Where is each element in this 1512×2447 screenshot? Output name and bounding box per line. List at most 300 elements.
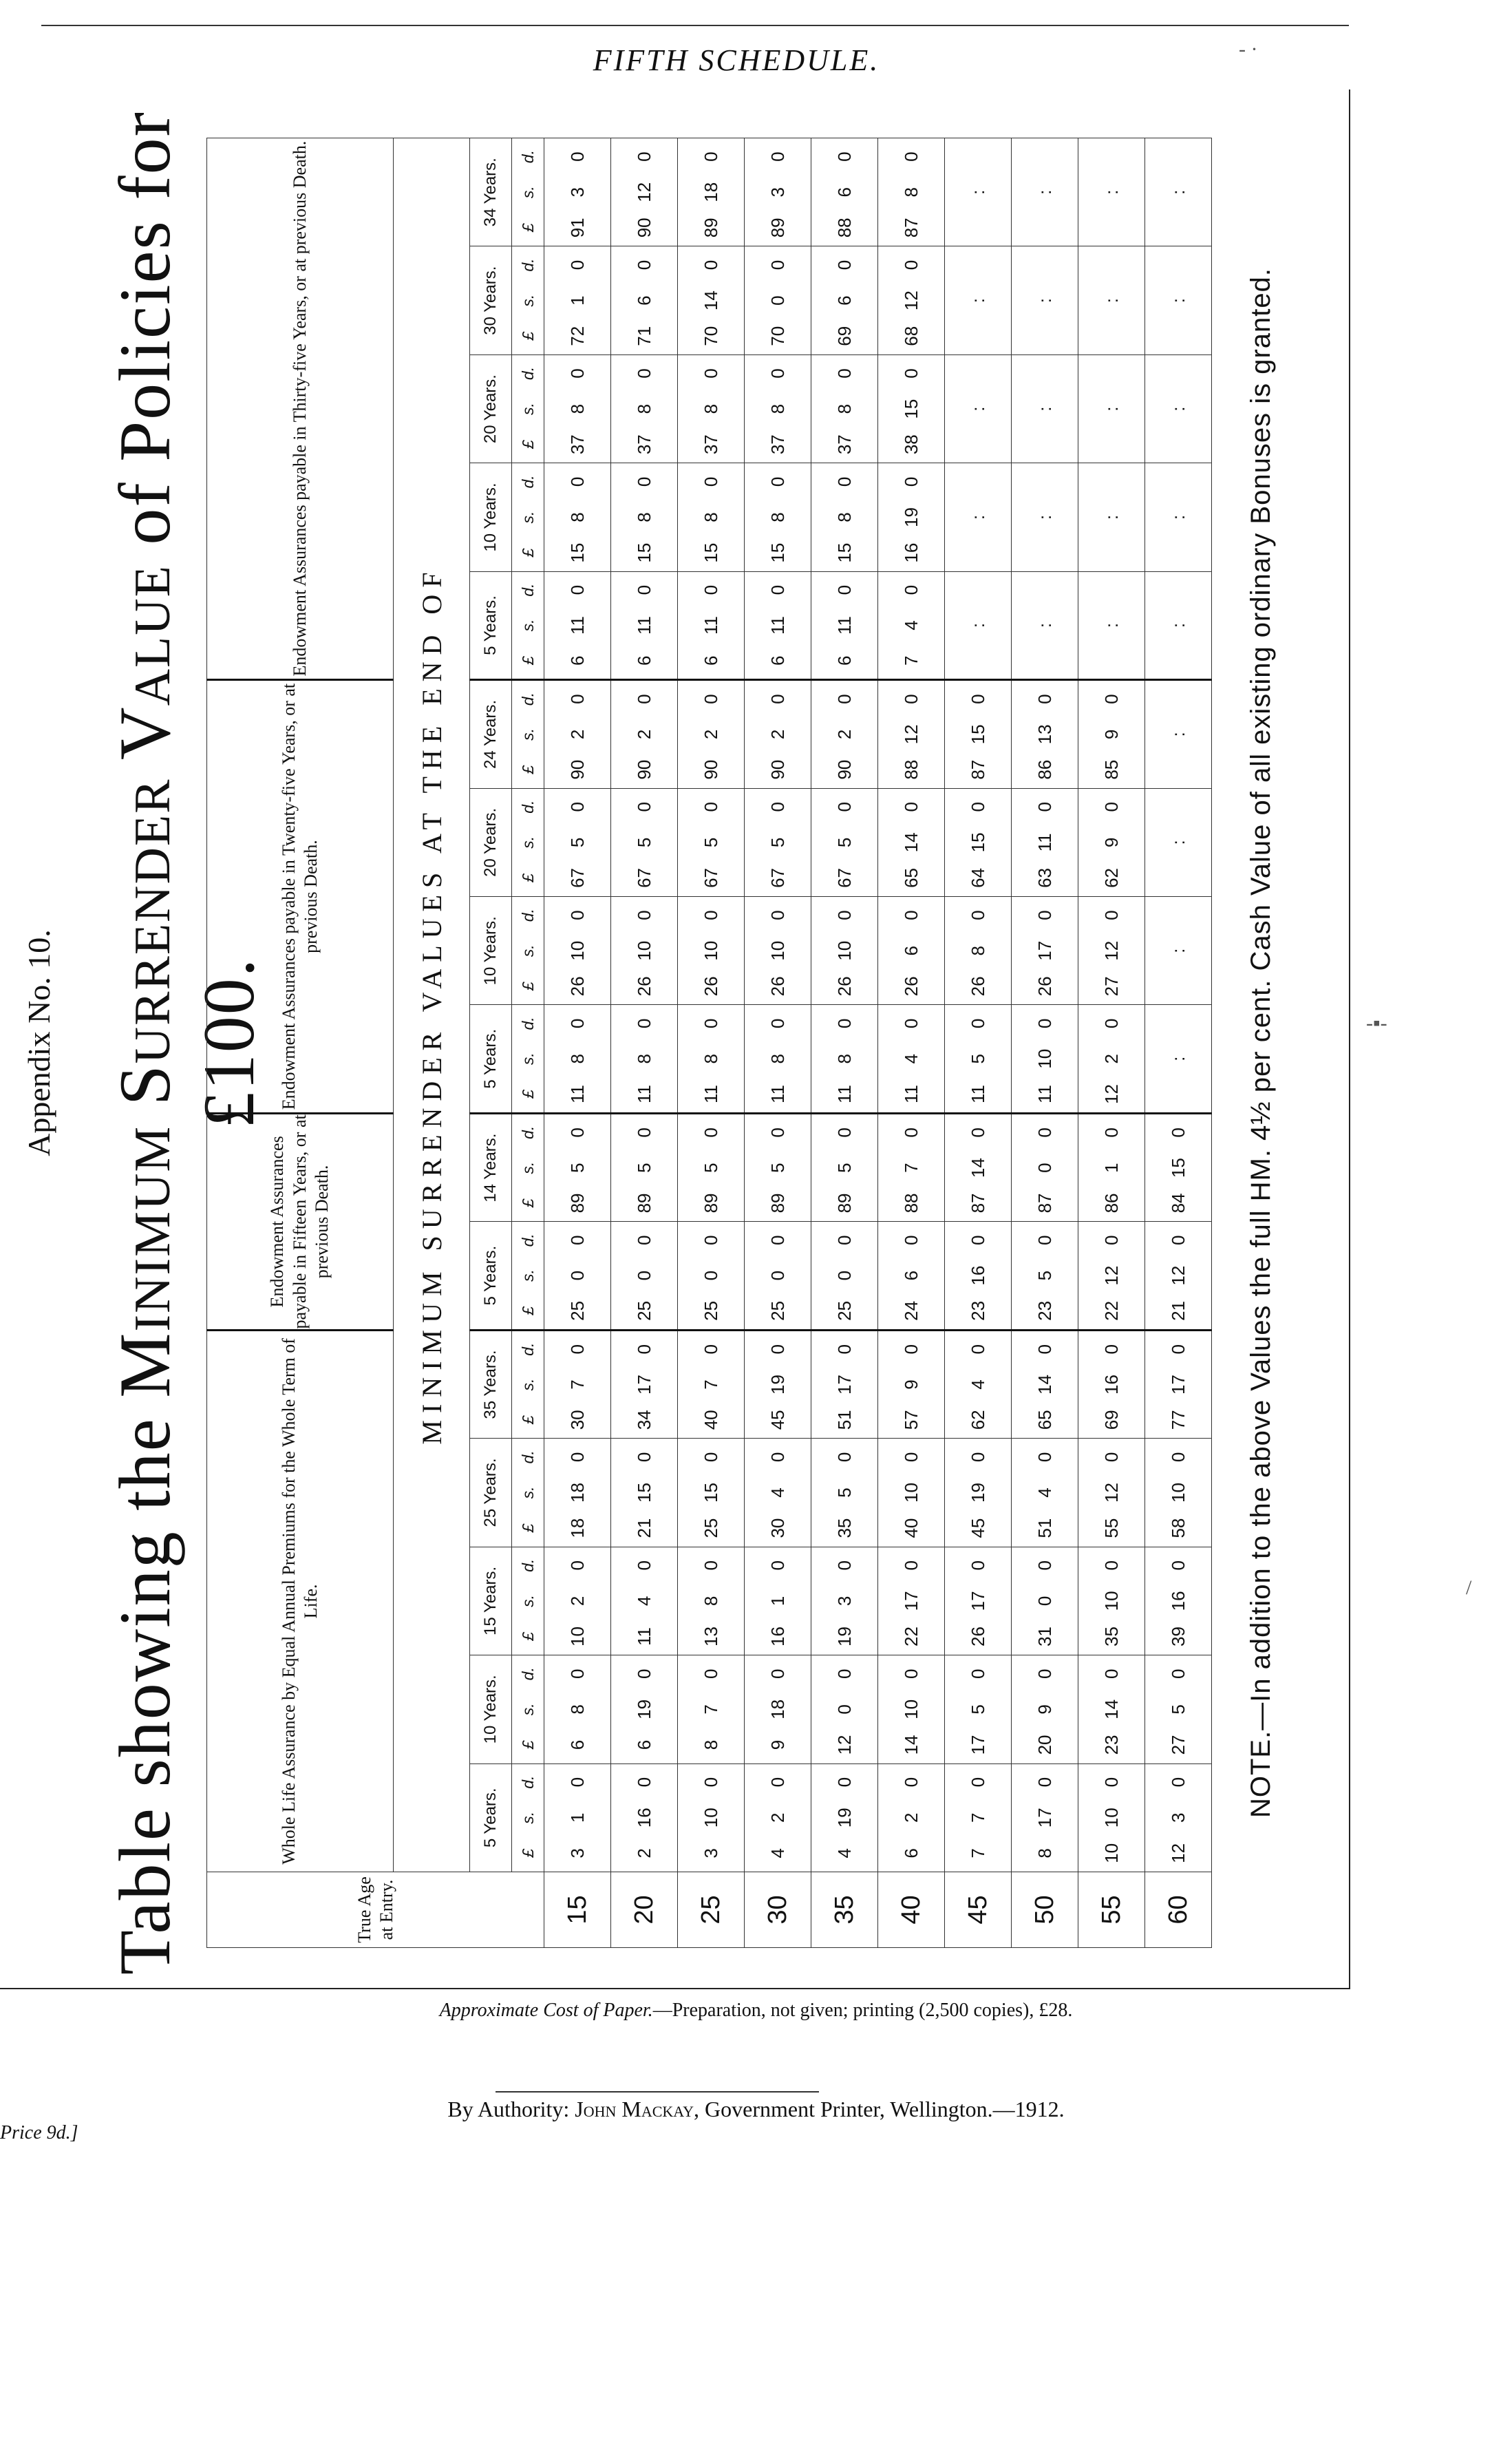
empty-value-marker: : (1012, 354, 1078, 463)
shillings: 12 (633, 182, 654, 202)
value-cell (678, 680, 745, 788)
pounds: 90 (633, 218, 654, 238)
unit-label: £ (518, 1849, 537, 1858)
value-cell (1012, 1222, 1078, 1330)
pounds: 86 (1100, 1193, 1122, 1214)
shillings: 10 (1034, 1048, 1055, 1069)
year-column-header: 30 Years. (470, 246, 512, 354)
shillings: 10 (833, 940, 855, 961)
shillings: 17 (833, 1375, 855, 1395)
values-banner: MINIMUM SURRENDER VALUES AT THE END OF (394, 138, 470, 1872)
unit-label: d. (518, 909, 537, 922)
value-cell (611, 246, 678, 354)
pence: 0 (633, 1452, 654, 1463)
value-cell (678, 1222, 745, 1330)
pounds: 67 (566, 868, 588, 888)
pence: 0 (900, 1018, 922, 1029)
shillings: 4 (967, 1379, 988, 1390)
pence: 0 (633, 1560, 654, 1571)
unit-label: d. (518, 1017, 537, 1030)
unit-label: s. (518, 944, 537, 957)
value-cell (878, 680, 945, 788)
pence: 0 (1034, 1018, 1055, 1029)
shillings: 8 (767, 512, 788, 522)
pounds: 70 (767, 326, 788, 346)
pence: 0 (700, 1560, 721, 1571)
pounds: 26 (566, 976, 588, 997)
empty-value-marker: : (1078, 138, 1145, 246)
shillings: 15 (700, 1483, 721, 1503)
table-row (1145, 138, 1212, 1948)
group-header-row (207, 138, 394, 1948)
value-cell (611, 680, 678, 788)
pounds: 25 (833, 1300, 855, 1321)
value-cell (878, 571, 945, 679)
pounds: 62 (1100, 868, 1122, 888)
unit-label: d. (518, 1775, 537, 1789)
table-row (945, 138, 1012, 1948)
value-cell (1078, 680, 1145, 788)
unit-label: s. (518, 619, 537, 632)
value-cell (745, 1763, 811, 1872)
shillings: 15 (900, 399, 922, 419)
shillings: 12 (1100, 1483, 1122, 1503)
shillings: 0 (633, 1270, 654, 1281)
value-cell (678, 138, 745, 246)
value-cell (878, 1113, 945, 1221)
pounds: 17 (967, 1735, 988, 1755)
value-cell (745, 1005, 811, 1113)
pence: 0 (566, 1235, 588, 1246)
pence: 0 (833, 910, 855, 920)
pounds: 18 (566, 1518, 588, 1538)
pounds: 11 (700, 1085, 721, 1103)
value-cell (811, 354, 878, 463)
shillings: 12 (1167, 1265, 1189, 1286)
unit-label: d. (518, 1558, 537, 1572)
pounds: 15 (566, 542, 588, 563)
title-part-2: Minimum Surrender Value (105, 564, 185, 1398)
pounds: 67 (767, 868, 788, 888)
shillings: 14 (900, 832, 922, 853)
value-cell (945, 1439, 1012, 1547)
shillings: 11 (833, 615, 855, 635)
pounds: 65 (1034, 1410, 1055, 1430)
year-column-header: 20 Years. (470, 354, 512, 463)
pence: 0 (1167, 1777, 1189, 1788)
pounds: 88 (833, 218, 855, 238)
pence: 0 (700, 1127, 721, 1138)
units-row (512, 138, 544, 1948)
pounds: 89 (566, 1193, 588, 1214)
pence: 0 (833, 1560, 855, 1571)
pounds: 24 (900, 1300, 922, 1321)
shillings: 16 (1100, 1375, 1122, 1395)
value-cell (745, 680, 811, 788)
pounds: 6 (700, 655, 721, 666)
pence: 0 (900, 1344, 922, 1355)
pounds: 22 (1100, 1300, 1122, 1321)
value-cell (1012, 1439, 1078, 1547)
rotated-page-area (0, 96, 1349, 1989)
value-cell (878, 788, 945, 896)
pence: 0 (1034, 910, 1055, 920)
shillings: 3 (1167, 1812, 1189, 1823)
pounds: 87 (1034, 1193, 1055, 1214)
value-cell (1012, 1547, 1078, 1655)
pence: 0 (1034, 1344, 1055, 1355)
value-cell (1078, 1005, 1145, 1113)
value-cell (745, 138, 811, 246)
pounds: 37 (566, 434, 588, 455)
currency-units (512, 1763, 544, 1872)
pounds: 91 (566, 218, 588, 238)
unit-label: d. (518, 1125, 537, 1139)
pence: 0 (566, 1669, 588, 1679)
pounds: 38 (900, 434, 922, 455)
shillings: 8 (633, 403, 654, 414)
pence: 0 (833, 1777, 855, 1788)
pence: 0 (1167, 1452, 1189, 1463)
unit-label: s. (518, 1703, 537, 1716)
pounds: 6 (566, 655, 588, 666)
unit-label: s. (518, 511, 537, 524)
pence: 0 (566, 1127, 588, 1138)
shillings: 0 (1034, 1596, 1055, 1607)
value-cell (678, 354, 745, 463)
unit-label: s. (518, 1594, 537, 1607)
currency-units (512, 1655, 544, 1763)
value-cell (878, 463, 945, 571)
shillings: 1 (767, 1596, 788, 1607)
pence: 0 (566, 584, 588, 595)
pounds: 20 (1034, 1735, 1055, 1755)
pence: 0 (1034, 1452, 1055, 1463)
value-cell (811, 1439, 878, 1547)
shillings: 1 (566, 1812, 588, 1823)
shillings: 5 (767, 1163, 788, 1173)
value-cell (678, 1547, 745, 1655)
shillings: 17 (1167, 1375, 1189, 1395)
group-header-4: Endowment Assurances payable in Thirty-five Years, or at previous Death. (207, 138, 394, 680)
empty-value-marker: : (1012, 246, 1078, 354)
shillings: 10 (566, 940, 588, 961)
pence: 0 (1100, 1018, 1122, 1029)
shillings: 16 (1167, 1591, 1189, 1611)
pence: 0 (767, 1235, 788, 1246)
pounds: 37 (633, 434, 654, 455)
scan-mark: -▪- (1366, 1012, 1387, 1035)
value-cell (878, 1222, 945, 1330)
group-header-1: Whole Life Assurance by Equal Annual Premiums for the Whole Term of Life. (207, 1330, 394, 1872)
year-column-header: 14 Years. (470, 1113, 512, 1221)
shillings: 8 (833, 403, 855, 414)
pounds: 11 (967, 1085, 988, 1103)
value-cell (678, 1439, 745, 1547)
pounds: 89 (700, 1193, 721, 1214)
surrender-value-table (206, 138, 1212, 1948)
shillings: 5 (1167, 1704, 1189, 1715)
title-part-1: Table showing the (105, 1397, 185, 1975)
pounds: 90 (767, 759, 788, 780)
entry-age: 55 (1078, 1872, 1145, 1948)
pence: 0 (633, 259, 654, 271)
pounds: 88 (900, 759, 922, 780)
entry-age: 45 (945, 1872, 1012, 1948)
pence: 0 (633, 802, 654, 812)
shillings: 7 (700, 1704, 721, 1715)
table-row (1012, 138, 1078, 1948)
value-cell (544, 788, 611, 896)
entry-age: 50 (1012, 1872, 1078, 1948)
unit-label: d. (518, 150, 537, 164)
pence: 0 (700, 694, 721, 704)
shillings: 8 (967, 946, 988, 956)
empty-value-marker: : (1145, 138, 1212, 246)
pounds: 15 (633, 542, 654, 563)
shillings: 8 (767, 403, 788, 414)
value-cell (945, 1222, 1012, 1330)
value-cell (1145, 1113, 1212, 1221)
shillings: 6 (900, 1270, 922, 1281)
pence: 0 (1100, 802, 1122, 812)
price-label: Price 9d.] (0, 2122, 78, 2143)
value-cell (611, 1655, 678, 1763)
shillings: 7 (967, 1812, 988, 1823)
shillings: 5 (633, 837, 654, 848)
shillings: 0 (566, 1270, 588, 1281)
empty-value-marker: : (1012, 571, 1078, 679)
pence: 0 (1100, 910, 1122, 920)
value-cell (878, 897, 945, 1005)
value-cell (811, 1763, 878, 1872)
value-cell (1078, 1330, 1145, 1438)
pence: 0 (767, 259, 788, 271)
value-cell (811, 571, 878, 679)
banner-row (394, 138, 470, 1948)
pence: 0 (1034, 1235, 1055, 1246)
pounds: 23 (1100, 1735, 1122, 1755)
shillings: 8 (900, 187, 922, 198)
authority-line (0, 2097, 1512, 2122)
shillings: 2 (900, 1812, 922, 1823)
pence: 0 (633, 1669, 654, 1679)
value-cell (544, 138, 611, 246)
value-cell (1078, 788, 1145, 896)
pounds: 26 (900, 976, 922, 997)
empty-value-marker: : (1145, 788, 1212, 896)
unit-label: d. (518, 258, 537, 272)
table-row (878, 138, 945, 1948)
unit-label: s. (518, 1161, 537, 1174)
pounds: 25 (767, 1300, 788, 1321)
shillings: 4 (633, 1596, 654, 1607)
value-cell (745, 354, 811, 463)
pence: 0 (1034, 694, 1055, 704)
shillings: 5 (700, 1163, 721, 1173)
pounds: 30 (767, 1518, 788, 1538)
pounds: 51 (1034, 1518, 1055, 1538)
shillings: 5 (833, 1163, 855, 1173)
pounds: 16 (900, 542, 922, 563)
value-cell (1012, 1655, 1078, 1763)
unit-label: s. (518, 1811, 537, 1824)
unit-label: s. (518, 1052, 537, 1066)
pence: 0 (566, 910, 588, 920)
shillings: 13 (1034, 724, 1055, 745)
value-cell (745, 463, 811, 571)
pounds: 25 (633, 1300, 654, 1321)
value-cell (1145, 1330, 1212, 1438)
shillings: 2 (566, 1596, 588, 1607)
pounds: 27 (1167, 1735, 1189, 1755)
pence: 0 (900, 910, 922, 920)
unit-label: £ (518, 873, 537, 882)
pence: 0 (900, 1235, 922, 1246)
pence: 0 (900, 151, 922, 162)
currency-units (512, 788, 544, 896)
pence: 0 (900, 584, 922, 595)
unit-label: d. (518, 1342, 537, 1356)
pence: 0 (566, 1018, 588, 1029)
value-cell (611, 1005, 678, 1113)
pounds: 89 (633, 1193, 654, 1214)
shillings: 0 (767, 295, 788, 306)
value-cell (945, 680, 1012, 788)
currency-units (512, 1439, 544, 1547)
table-row (678, 138, 745, 1948)
pounds: 7 (967, 1848, 988, 1858)
pounds: 3 (566, 1848, 588, 1858)
value-cell (678, 246, 745, 354)
shillings: 6 (900, 946, 922, 956)
currency-units (512, 463, 544, 571)
value-cell (878, 1655, 945, 1763)
value-cell (1012, 1113, 1078, 1221)
shillings: 14 (967, 1158, 988, 1178)
unit-label: £ (518, 765, 537, 774)
shillings: 11 (700, 615, 721, 635)
empty-value-marker: : (1012, 463, 1078, 571)
year-column-header: 5 Years. (470, 1763, 512, 1872)
pence: 0 (700, 1018, 721, 1029)
unit-label: £ (518, 1523, 537, 1533)
shillings: 3 (767, 187, 788, 198)
entry-age: 15 (544, 1872, 611, 1948)
pounds: 65 (900, 868, 922, 888)
value-cell (745, 571, 811, 679)
pounds: 6 (633, 1739, 654, 1750)
pence: 0 (1100, 1127, 1122, 1138)
shillings: 11 (1034, 833, 1055, 852)
value-cell (1012, 1330, 1078, 1438)
shillings: 5 (566, 837, 588, 848)
shillings: 10 (700, 1808, 721, 1828)
authority-rule (496, 2091, 819, 2093)
value-cell (811, 1547, 878, 1655)
value-cell (811, 1005, 878, 1113)
shillings: 10 (1100, 1808, 1122, 1828)
pence: 0 (767, 1669, 788, 1679)
pence: 0 (1034, 802, 1055, 812)
pounds: 16 (767, 1627, 788, 1646)
unit-label: d. (518, 583, 537, 597)
value-cell (878, 1005, 945, 1113)
pence: 0 (1100, 1560, 1122, 1571)
pounds: 89 (767, 218, 788, 238)
pounds: 11 (833, 1085, 855, 1103)
pence: 0 (767, 368, 788, 379)
pounds: 14 (900, 1735, 922, 1755)
shillings: 4 (1034, 1487, 1055, 1498)
shillings: 12 (1100, 1265, 1122, 1286)
shillings: 5 (700, 837, 721, 848)
pounds: 19 (833, 1627, 855, 1646)
pence: 0 (633, 1127, 654, 1138)
shillings: 9 (1100, 837, 1122, 848)
empty-value-marker: : (945, 138, 1012, 246)
shillings: 8 (566, 1053, 588, 1064)
shillings: 4 (900, 1053, 922, 1064)
value-cell (745, 1222, 811, 1330)
unit-label: £ (518, 656, 537, 666)
pounds: 63 (1034, 868, 1055, 888)
value-cell (678, 1330, 745, 1438)
pounds: 69 (1100, 1410, 1122, 1430)
title-part-3: of Policies for £100. (105, 111, 269, 1129)
table-row (1078, 138, 1145, 1948)
pounds: 23 (967, 1300, 988, 1321)
value-cell (811, 1113, 878, 1221)
pence: 0 (700, 368, 721, 379)
group-header-2: Endowment Assurances payable in Fifteen Years, or at previous Death. (207, 1113, 394, 1330)
currency-units (512, 138, 544, 246)
pence: 0 (900, 1452, 922, 1463)
value-cell (678, 1005, 745, 1113)
shillings: 8 (767, 1053, 788, 1064)
pounds: 85 (1100, 759, 1122, 780)
value-cell (544, 1655, 611, 1763)
pence: 0 (900, 1669, 922, 1679)
shillings: 5 (967, 1704, 988, 1715)
value-cell (678, 788, 745, 896)
empty-value-marker: : (1078, 571, 1145, 679)
shillings: 9 (900, 1379, 922, 1390)
pence: 0 (767, 694, 788, 704)
pence: 0 (1167, 1560, 1189, 1571)
value-cell (1012, 1005, 1078, 1113)
pounds: 39 (1167, 1627, 1189, 1646)
shillings: 5 (633, 1163, 654, 1173)
empty-value-marker: : (1078, 463, 1145, 571)
value-cell (611, 571, 678, 679)
entry-age: 30 (745, 1872, 811, 1948)
value-cell (544, 1439, 611, 1547)
shillings: 15 (967, 724, 988, 745)
shillings: 8 (566, 1704, 588, 1715)
year-column-header: 5 Years. (470, 1222, 512, 1330)
pence: 0 (633, 584, 654, 595)
pounds: 6 (833, 655, 855, 666)
entry-age: 35 (811, 1872, 878, 1948)
unit-label: £ (518, 1198, 537, 1208)
pence: 0 (900, 476, 922, 487)
empty-value-marker: : (1078, 246, 1145, 354)
pence: 0 (700, 1777, 721, 1788)
unit-label: s. (518, 728, 537, 741)
pence: 0 (967, 802, 988, 812)
unit-label: s. (518, 1269, 537, 1282)
